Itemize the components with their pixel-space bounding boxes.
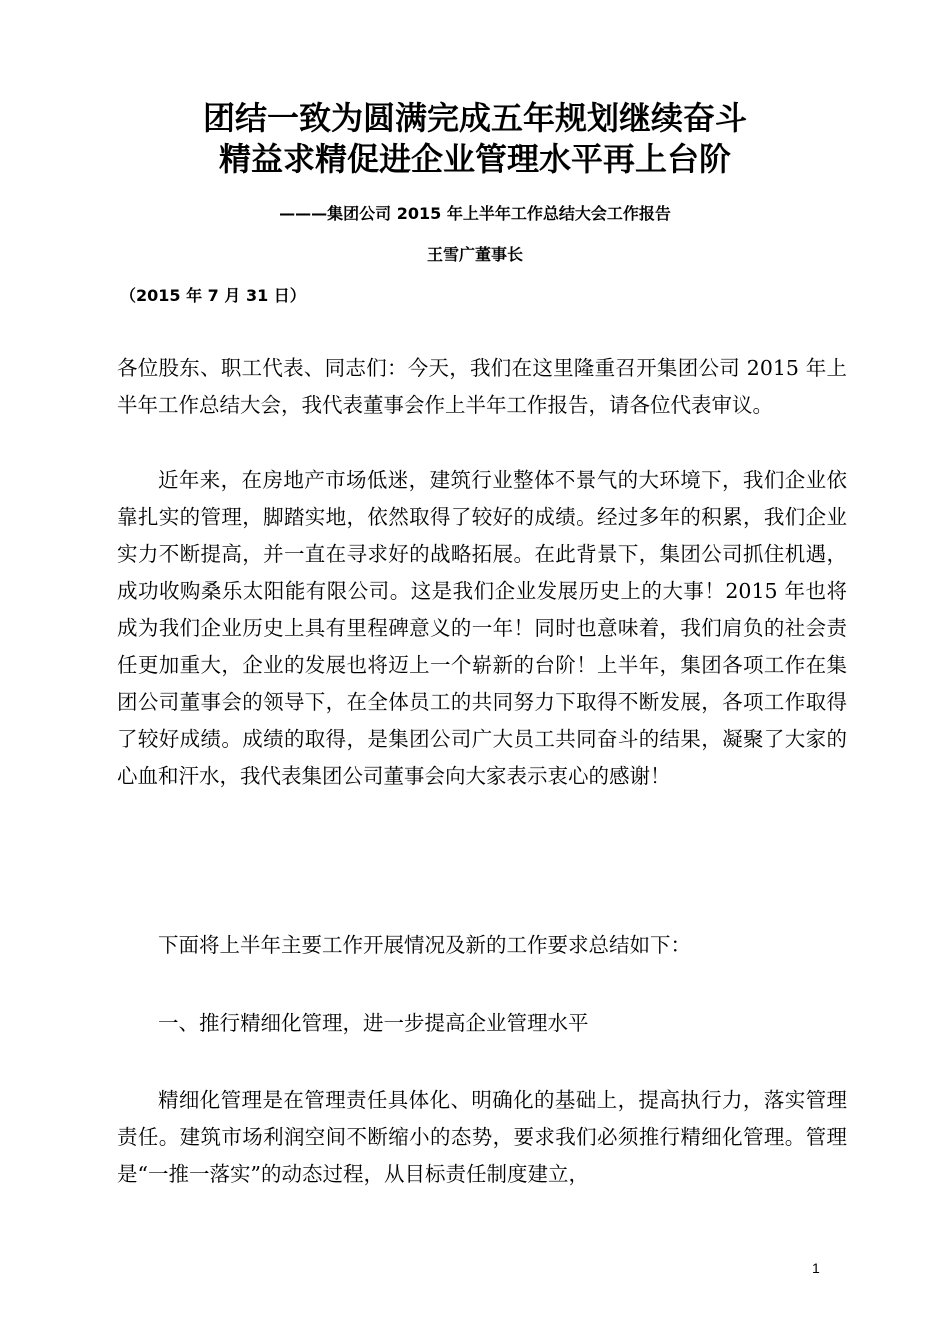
paragraph-review: 近年来，在房地产市场低迷，建筑行业整体不景气的大环境下，我们企业依靠扎实的管理，脚踏实地，依然取得了较好的成绩。经过多年的积累，我们企业实力不断提高，并一直在寻求好的战略拓展。在此背景下，集团公司抓住机遇，成功收购桑乐太阳能有限公司。这是我们企业发展历史上的大事！2015 年也将成为我们企业历史上具有里程碑意义的一年！同时也意味着，我们肩负的社会责任更加重大，企业的发展也将迈上一个崭新的台阶！上半年，集团各项工作在集团公司董事会的领导下，在全体员工的共同努力下取得不断发展，各项工作取得了较好成绩。成绩的取得，是集团公司广大员工共同奋斗的结果，凝聚了大家的心血和汗水，我代表集团公司董事会向大家表示衷心的感谢！ [117, 468, 847, 788]
document-author: 王雪广董事长 [426, 245, 523, 264]
paragraph-greeting: 各位股东、职工代表、同志们：今天，我们在这里隆重召开集团公司 2015 年上半年工作总结大会，我代表董事会作上半年工作报告，请各位代表审议。 [117, 356, 847, 417]
document-subtitle: ———集团公司 2015 年上半年工作总结大会工作报告 [279, 204, 671, 223]
document-title-line-1: 团结一致为圆满完成五年规划继续奋斗 [202, 99, 747, 137]
document-date: （2015 年 7 月 31 日） [120, 286, 306, 305]
section-heading-1: 一、推行精细化管理，进一步提高企业管理水平 [158, 1011, 589, 1035]
page-number: 1 [812, 1260, 820, 1276]
document-title-line-2: 精益求精促进企业管理水平再上台阶 [218, 140, 731, 178]
paragraph-summary-intro: 下面将上半年主要工作开展情况及新的工作要求总结如下： [158, 933, 691, 957]
paragraph-section-1: 精细化管理是在管理责任具体化、明确化的基础上，提高执行力，落实管理责任。建筑市场利润空间不断缩小的态势，要求我们必须推行精细化管理。管理是“一推一落实”的动态过程，从目标责任制度建立， [117, 1088, 847, 1186]
